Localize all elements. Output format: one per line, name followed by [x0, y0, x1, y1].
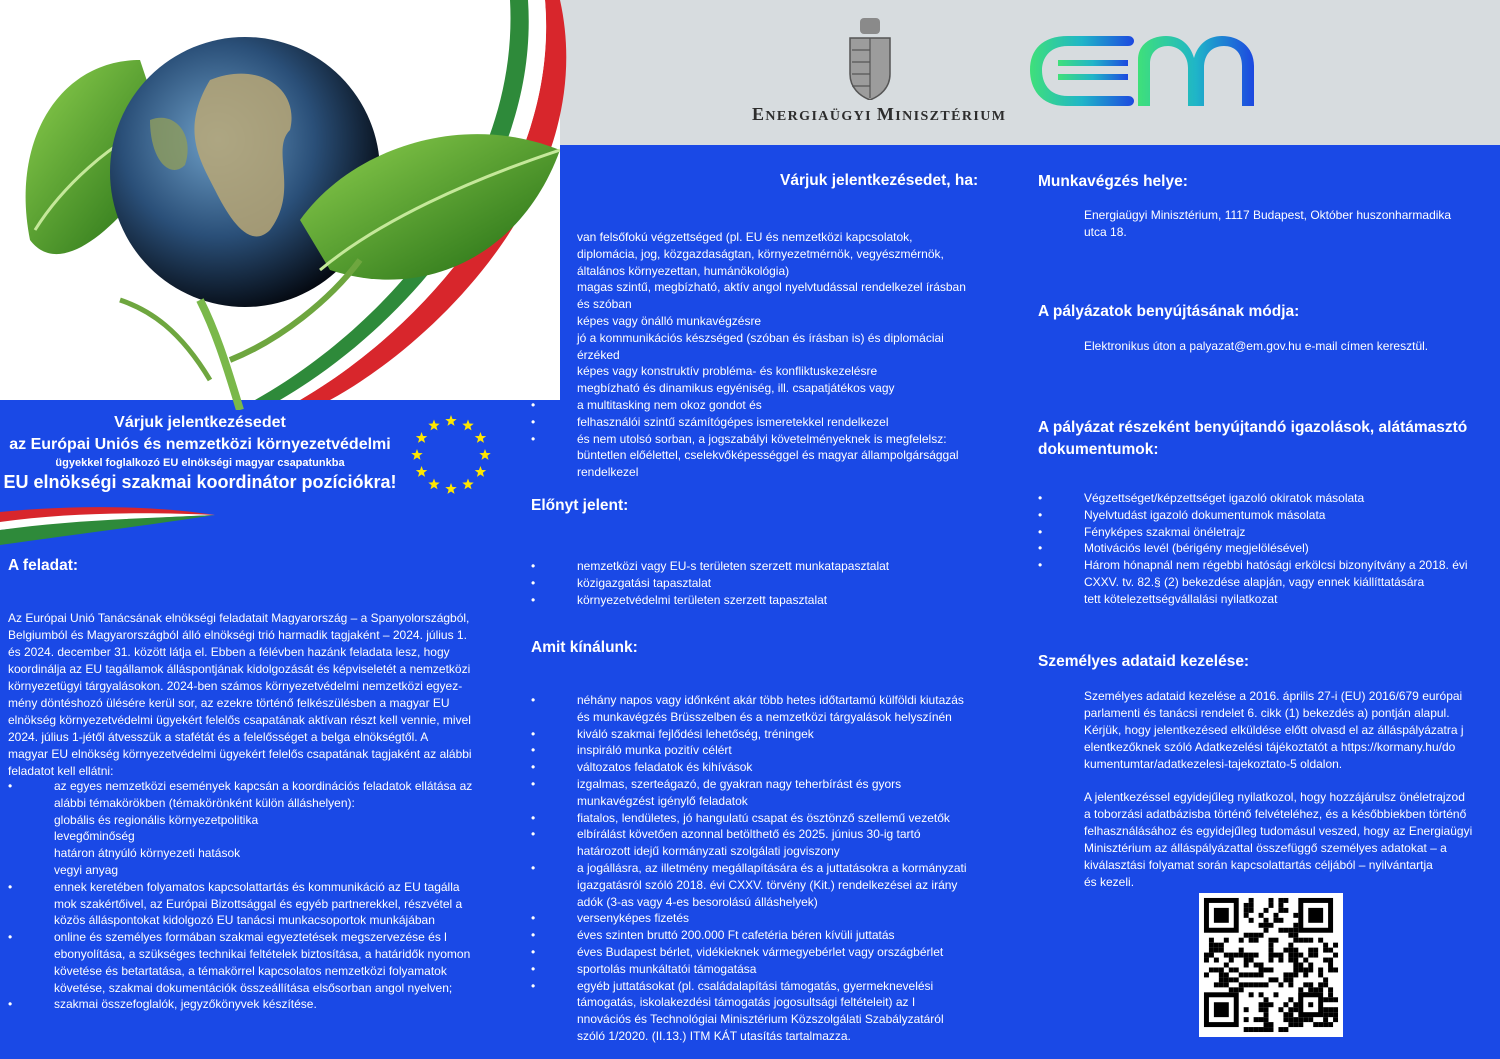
eu-star-icon: [479, 449, 490, 460]
list-item: • a jogállásra, az illetmény megállapítására és a juttatásokra a kormányzati: [531, 860, 967, 877]
text-line: kiválasztási folyamat során kapcsolattartás céljából – nyilvántartja: [1084, 858, 1433, 872]
list-item: ebonyolítása, a szükséges technikai feltételek biztosítása, a határidők nyomon: [54, 946, 471, 961]
list-item: érzéked: [577, 347, 620, 362]
list-item: • az egyes nemzetközi események kapcsán a koordinációs feladatok ellátása az: [8, 778, 472, 795]
em-logo-icon: [1028, 30, 1263, 112]
list-item: levegőminőség: [54, 829, 135, 844]
list-item: globális és regionális környezetpolitika: [54, 812, 259, 827]
text-line: elnökség környezetvédelmi ügyekért felelős csapatának aktívan részt kell vennie, mivel: [8, 713, 471, 727]
text-line: Kérjük, hogy jelentkezésed elküldése előtt olvasd el az álláspályázatra j: [1084, 723, 1464, 737]
list-item: • sportolás munkáltatói támogatása: [531, 961, 967, 978]
text-line: Az Európai Unió Tanácsának elnökségi feladatait Magyarország – a Spanyolországból,: [8, 611, 470, 625]
list-item: követése, szakmai dokumentációk összeállítása elsősorban angol nyelven;: [54, 980, 453, 995]
list-item: támogatás, iskolakezdési támogatás jogosultsági feltételeit) az I: [577, 995, 916, 1010]
text-line: Energiaügyi Minisztérium, 1117 Budapest, Október huszonharmadika: [1084, 208, 1452, 222]
feladat-text: [8, 610, 472, 780]
text-line: Belgiumból és Magyarországból álló elnökségi trió harmadik tagjaként – 2024. július 1.: [8, 628, 467, 642]
list-item: rendelkezel: [577, 465, 639, 480]
banner-line-3: ügyekkel foglalkozó EU elnökségi magyar csapatunkba: [55, 457, 345, 469]
list-item: • változatos feladatok és kihívások: [531, 759, 967, 776]
text-line: környezetügyi tárgyalásokon. 2024-ben számos környezetvédelmi nemzetközi egyez-: [8, 679, 463, 693]
list-item: általános környezettan, humánökológia): [577, 263, 790, 278]
eu-star-icon: [416, 466, 427, 477]
amit-heading: Amit kínálunk:: [531, 639, 638, 656]
eu-star-icon: [462, 420, 473, 431]
szemelyes-heading: Személyes adataid kezelése:: [1038, 653, 1250, 670]
list-item: tett kötelezettségvállalási nyilatkozat: [1084, 591, 1278, 606]
list-item: • izgalmas, szerteágazó, de gyakran nagy teherbírást és gyors: [531, 776, 967, 793]
list-item: • jó a kommunikációs készséged (szóban és írásban is) és diplomáciai: [531, 330, 966, 347]
list-item: • ennek keretében folyamatos kapcsolattartás és kommunikáció az EU tagálla: [8, 879, 472, 896]
modja-heading: A pályázatok benyújtásának módja:: [1038, 303, 1300, 320]
text-line: Elektronikus úton a palyazat@em.gov.hu e-mail címen keresztül.: [1084, 339, 1429, 353]
text-line: utca 18.: [1084, 225, 1127, 239]
list-item: • felhasználói szintű számítógépes ismeretekkel rendelkezel: [531, 414, 966, 431]
eu-flag-stars-icon: [405, 412, 497, 498]
text-line: 2024. július 1-jétől átvesszük a stafétát és a felelősséget a belga elnökségtől. A: [8, 730, 429, 744]
list-item: • közigazgatási tapasztalat: [531, 575, 889, 592]
eu-star-icon: [445, 483, 456, 494]
list-item: • éves szinten bruttó 200.000 Ft cafetéria béren kívüli juttatás: [531, 927, 967, 944]
list-item: • online és személyes formában szakmai egyeztetések megszervezése és l: [8, 929, 472, 946]
list-item: • magas szintű, megbízható, aktív angol nyelvtudással rendelkezel írásban: [531, 279, 966, 296]
list-item: • néhány napos vagy időnként akár több hetes időtartamú külföldi kiutazás: [531, 692, 967, 709]
list-item: • környezetvédelmi területen szerzett tapasztalat: [531, 592, 889, 609]
elony-heading: Előnyt jelent:: [531, 497, 629, 514]
list-item: adók (3-as vagy 4-es besorolású álláshelyek): [577, 894, 818, 909]
list-item: CXXV. tv. 82.§ (2) bekezdése alapján, vagy ennek kiállíttatására: [1084, 574, 1425, 589]
igazolasok-heading: A pályázat részeként benyújtandó igazolások, alátámasztó dokumentumok:: [1038, 419, 1468, 458]
banner-line-1: Várjuk jelentkezésedet: [114, 414, 286, 431]
list-item: diplomácia, jog, közgazdaságtan, környezetmérnök, vegyészmérnök,: [577, 246, 944, 261]
text-line: kumentumtar/adatkezelesi-tajekoztato-5 oldalon.: [1084, 757, 1343, 771]
list-item: • megbízható és dinamikus egyéniség, ill. csapatjátékos vagy: [531, 380, 966, 397]
list-item: • képes vagy önálló munkavégzésre: [531, 313, 966, 330]
list-item: vegyi anyag: [54, 862, 119, 877]
text-line: Minisztérium az álláspályázattal összefüggő személyes adatokat – a: [1084, 841, 1447, 855]
eu-star-icon: [428, 478, 439, 489]
feladat-list: [8, 778, 472, 1013]
eu-star-icon: [475, 432, 486, 443]
banner-line-4: EU elnökségi szakmai koordinátor pozíciókra!: [3, 472, 397, 492]
text-line: és 2024. december 31. között látja el. Ebben a félévben hazánk feladata lesz, hogy: [8, 645, 450, 659]
list-item: • képes vagy konstruktív probléma- és konfliktuskezelésre: [531, 363, 966, 380]
elony-list: [531, 558, 889, 608]
szemelyes-paragraph-2: [1084, 789, 1472, 891]
list-item: munkavégzést igénylő feladatok: [577, 793, 748, 808]
text-line: Személyes adataid kezelése a 2016. április 27-i (EU) 2016/679 európai: [1084, 689, 1463, 703]
list-item: határozott idejű kormányzati szolgálati jogviszony: [577, 844, 840, 859]
list-item: • fiatalos, lendületes, jó hangulatú csapat és ösztönző szellemű vezetők: [531, 810, 967, 827]
eu-star-icon: [411, 449, 422, 460]
list-item: és szóban: [577, 297, 632, 312]
list-item: követése és betartatása, a témakörrel kapcsolatos nemzetközi folyamatok: [54, 963, 447, 978]
list-item: • Nyelvtudást igazoló dokumentumok másolata: [1038, 507, 1468, 524]
text-line: koordinálja az EU tagállamok álláspontjának kidolgozását és képviseletét a nemzetközi: [8, 662, 471, 676]
text-line: felhasználásához és egyidejűleg tudomásul veszed, hogy az Energiaügyi: [1084, 824, 1473, 838]
varjuk-list: [531, 229, 966, 481]
list-item: igazgatásról szóló 2018. évi CXXV. törvény (Kit.) rendelkezései az irány: [577, 877, 958, 892]
text-line: a toborzási adatbázisba történő felvételéhez, és a későbbiekben történő: [1084, 807, 1467, 821]
list-item: • egyéb juttatásokat (pl. családalapítási támogatás, gyermeknevelési: [531, 978, 967, 995]
list-item: • a multitasking nem okoz gondot és: [531, 397, 966, 414]
globe-with-leaves-image: [0, 0, 560, 410]
list-item: • és nem utolsó sorban, a jogszabályi követelményeknek is megfelelsz:: [531, 431, 966, 448]
hungarian-coat-of-arms-icon: [846, 18, 894, 100]
list-item: • versenyképes fizetés: [531, 910, 967, 927]
list-item: és munkavégzés Brüsszelben és a nemzetközi tárgyalások helyszínén: [577, 709, 952, 724]
text-line: parlamenti és tanácsi rendelet 6. cikk (1) bekezdés a) pontján alapul.: [1084, 706, 1450, 720]
eu-star-icon: [475, 466, 486, 477]
list-item: alábbi témakörökben (témakörönként külön álláshelyen):: [54, 795, 355, 810]
list-item: • Fényképes szakmai önéletrajz: [1038, 524, 1468, 541]
list-item: büntetlen előélettel, cselekvőképességgel és magyar állampolgársággal: [577, 448, 959, 463]
list-item: • éves Budapest bérlet, vidékieknek vármegyebérlet vagy országbérlet: [531, 944, 967, 961]
eu-star-icon: [416, 432, 427, 443]
text-line: és kezeli.: [1084, 875, 1135, 889]
eu-star-icon: [428, 420, 439, 431]
text-line: elentkezőknek szóló Adatkezelési tájékoztatót a https://kormany.hu/do: [1084, 740, 1456, 754]
qr-code-icon[interactable]: [1199, 893, 1343, 1037]
eu-star-icon: [445, 415, 456, 426]
list-item: • Három hónapnál nem régebbi hatósági erkölcsi bizonyítvány a 2018. évi: [1038, 557, 1468, 574]
varjuk-heading: Várjuk jelentkezésedet, ha:: [780, 172, 979, 189]
text-line: A jelentkezéssel egyidejűleg nyilatkozol, hogy hozzájárulsz önéletrajzod: [1084, 790, 1465, 804]
list-item: • nemzetközi vagy EU-s területen szerzett munkatapasztalat: [531, 558, 889, 575]
text-line: magyar EU elnökség környezetvédelmi ügyekért felelős csapatának tagjaként az alábbi: [8, 747, 472, 761]
amit-list: [531, 692, 967, 1045]
list-item: közös álláspontokat kidolgozó EU tanácsi munkacsoportok munkájában: [54, 913, 435, 928]
szemelyes-paragraph-1: [1084, 688, 1464, 773]
eu-star-icon: [462, 478, 473, 489]
list-item: • kiváló szakmai fejlődési lehetőség, tréningek: [531, 726, 967, 743]
list-item: mok szakértőivel, az Európai Bizottsággal és egyéb partnerekkel, részvétel a: [54, 896, 463, 911]
text-line: mény döntéshozó ülésére kerül sor, az ezekre történő felkészülésben a magyar EU: [8, 696, 450, 710]
ministry-name: ENERGIAÜGYI MINISZTÉRIUM: [752, 104, 1007, 124]
list-item: nnovációs és Technológiai Minisztérium Közszolgálati Szabályzatáról: [577, 1012, 944, 1027]
igazolasok-list: [1038, 490, 1468, 608]
list-item: határon átnyúló környezeti hatások: [54, 846, 241, 861]
list-item: • szakmai összefoglalók, jegyzőkönyvek készítése.: [8, 996, 472, 1013]
text-line: feladatot kell ellátni:: [8, 764, 114, 778]
helye-heading: Munkavégzés helye:: [1038, 173, 1188, 190]
banner-line-2: az Európai Uniós és nemzetközi környezetvédelmi: [9, 436, 391, 453]
list-item: szóló 1/2020. (II.13.) ITM KÁT utasítás tartalmazza.: [577, 1028, 851, 1043]
feladat-heading: A feladat:: [8, 557, 79, 574]
recruitment-banner: [0, 412, 400, 494]
list-item: • elbírálást követően azonnal betölthető és 2025. június 30-ig tartó: [531, 826, 967, 843]
list-item: • Végzettséget/képzettséget igazoló okiratok másolata: [1038, 490, 1468, 507]
list-item: • Motivációs levél (bérigény megjelölésével): [1038, 540, 1468, 557]
list-item: • inspiráló munka pozitív célért: [531, 742, 967, 759]
helye-text: [1084, 207, 1451, 241]
list-item: van felsőfokú végzettséged (pl. EU és nemzetközi kapcsolatok,: [577, 230, 913, 244]
modja-text: [1084, 338, 1428, 355]
